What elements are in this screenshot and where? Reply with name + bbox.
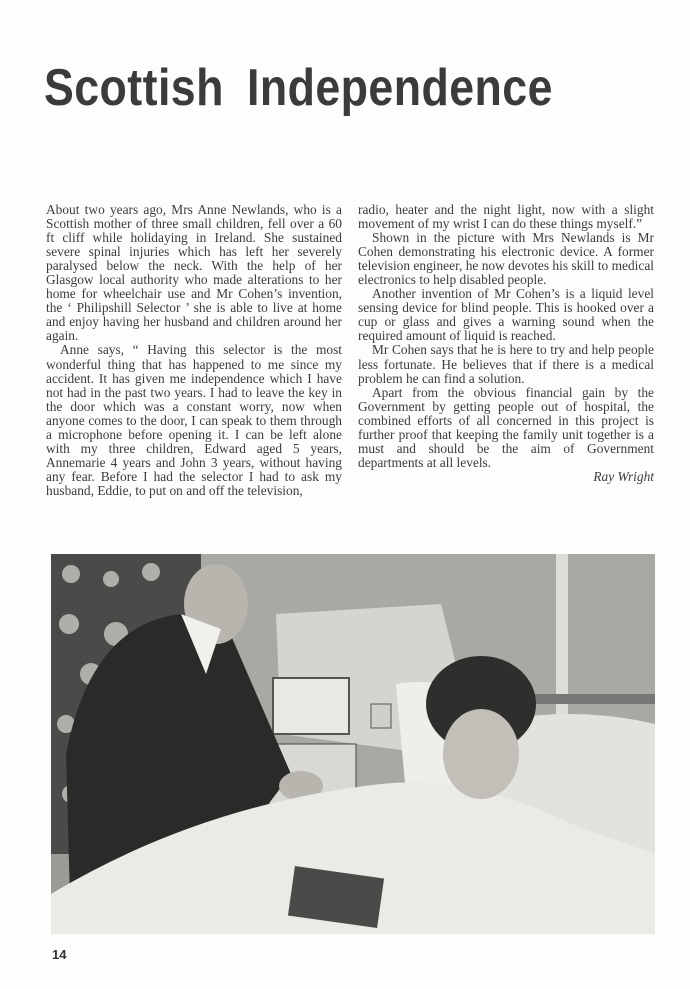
paragraph: Mr Cohen says that he is here to try and help people less fortunate. He believes that if there is a medical problem he can find a solution. <box>358 342 654 386</box>
microphone-box <box>371 704 391 728</box>
paragraph: Shown in the picture with Mrs Newlands is Mr Cohen demonstrating his electronic device. A former television engineer, he now devotes his skill to medical electronics to help disabled people. <box>358 230 654 288</box>
photo-illustration <box>51 554 655 934</box>
article-column-right <box>358 203 654 484</box>
paragraph: About two years ago, Mrs Anne Newlands, who is a Scottish mother of three small children, fell over a 60 ft cliff while holidaying in Ireland. She sustained severe spinal injuries which has left her severely paralysed below the neck. With the help of her Glasgow local authority who made alterations to her home for wheelchair use and Mr Cohen’s invention, the ‘ Philipshill Selector ’ she is able to live at home and enjoy having her husband and children around her again. <box>46 202 342 344</box>
paragraph: radio, heater and the night light, now with a slight movement of my wrist I can do these things myself.” <box>358 202 654 232</box>
page-number: 14 <box>52 947 67 962</box>
selector-device-panel <box>273 678 349 734</box>
paragraph: Another invention of Mr Cohen’s is a liquid level sensing device for blind people. This is hooked over a cup or glass and gives a warning sound when the required amount of liquid is reached. <box>358 286 654 344</box>
article-column-left <box>46 203 342 498</box>
article-title: Scottish Independence <box>44 59 553 117</box>
author-byline: Ray Wright <box>593 468 654 484</box>
paragraph: Apart from the obvious financial gain by the Government by getting people out of hospital, the combined efforts of all concerned in this project is further proof that keeping the family unit together is a must and should be the aim of Government departments at all levels. <box>358 384 654 470</box>
paragraph: Anne says, “ Having this selector is the most wonderful thing that has happened to me since my accident. It has given me independence which I have not had in the past two years. I had to leave the key in the door which was a constant worry, now when anyone comes to the door, I can speak to them through a microphone before opening it. I can be left alone with my three children, Edward aged 5 years, Annemarie 4 years and John 3 years, without having any fear. Before I had the selector I had to ask my husband, Eddie, to put on and off the television, <box>46 342 342 498</box>
article-photo <box>51 554 655 934</box>
woman-face <box>443 709 519 799</box>
